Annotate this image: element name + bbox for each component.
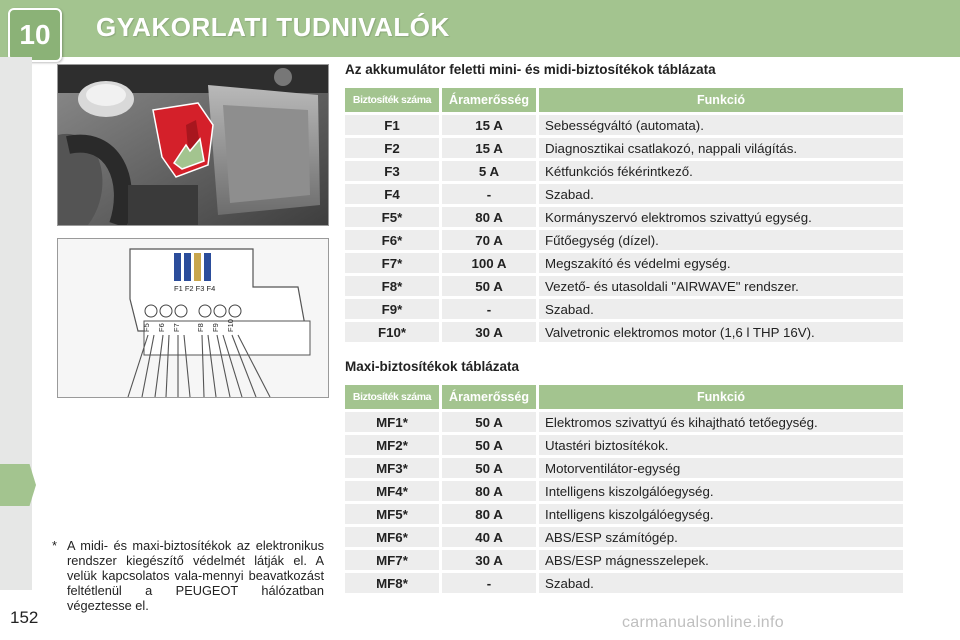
amperage-cell: - (442, 299, 539, 319)
amperage-cell: 30 A (442, 550, 539, 570)
engine-bay-illustration (58, 65, 328, 225)
fuse-number-cell: MF7* (345, 550, 442, 570)
fuse-number-cell: F2 (345, 138, 442, 158)
page-title: GYAKORLATI TUDNIVALÓK (96, 12, 450, 42)
chapter-tab-marker (0, 464, 36, 506)
fuse-number-cell: MF3* (345, 458, 442, 478)
fuse-number-cell: F1 (345, 115, 442, 135)
fuse-label-f5: F5 (142, 323, 151, 332)
function-cell: ABS/ESP mágnesszelepek. (539, 550, 903, 570)
column-header-amperage: Áramerősség (442, 88, 539, 112)
function-cell: Szabad. (539, 184, 903, 204)
fuse-number-cell: MF5* (345, 504, 442, 524)
amperage-cell: 30 A (442, 322, 539, 342)
fuse-number-cell: MF8* (345, 573, 442, 593)
fuse-number-cell: MF1* (345, 412, 442, 432)
table-row (345, 322, 903, 342)
table-row (345, 115, 903, 135)
fuse-number-cell: F4 (345, 184, 442, 204)
amperage-cell: - (442, 184, 539, 204)
maxi-table-heading: Maxi-biztosítékok táblázata (345, 359, 520, 374)
mini-fuse-table (345, 85, 903, 345)
amperage-cell: - (442, 573, 539, 593)
table-row (345, 573, 903, 593)
table-row (345, 458, 903, 478)
watermark: carmanualsonline.info (622, 614, 784, 631)
table-row (345, 550, 903, 570)
mini-table-heading: Az akkumulátor feletti mini- és midi-biztosítékok táblázata (345, 62, 716, 77)
function-cell: ABS/ESP számítógép. (539, 527, 903, 547)
table-row (345, 161, 903, 181)
function-cell: Vezető- és utasoldali "AIRWAVE" rendszer. (539, 276, 903, 296)
column-header-amperage: Áramerősség (442, 385, 539, 409)
fuse-number-cell: F10* (345, 322, 442, 342)
amperage-cell: 50 A (442, 276, 539, 296)
fuse-label-f6: F6 (157, 323, 166, 332)
column-header-fuse-number: Biztosíték száma (345, 88, 442, 112)
left-margin-strip (0, 57, 32, 590)
fuse-number-cell: MF6* (345, 527, 442, 547)
fuse-number-cell: F3 (345, 161, 442, 181)
column-header-function: Funkció (539, 88, 903, 112)
amperage-cell: 50 A (442, 458, 539, 478)
chapter-number-badge: 10 (8, 8, 62, 62)
fuse-layout-illustration (58, 239, 328, 397)
function-cell: Valvetronic elektromos motor (1,6 l THP 16V). (539, 322, 903, 342)
table-row (345, 138, 903, 158)
mini-table-body (345, 115, 903, 342)
amperage-cell: 40 A (442, 527, 539, 547)
function-cell: Intelligens kiszolgálóegység. (539, 504, 903, 524)
function-cell: Kétfunkciós fékérintkező. (539, 161, 903, 181)
amperage-cell: 15 A (442, 138, 539, 158)
amperage-cell: 80 A (442, 481, 539, 501)
fuse-label-f8: F8 (196, 323, 205, 332)
fuse-top-labels: F1 F2 F3 F4 (174, 284, 216, 293)
amperage-cell: 80 A (442, 504, 539, 524)
fuse-label-f10: F10 (226, 319, 235, 332)
amperage-cell: 15 A (442, 115, 539, 135)
fuse-number-cell: F8* (345, 276, 442, 296)
table-row (345, 412, 903, 432)
function-cell: Motorventilátor-egység (539, 458, 903, 478)
amperage-cell: 80 A (442, 207, 539, 227)
table-row (345, 230, 903, 250)
maxi-table-body (345, 412, 903, 593)
fuse-number-cell: F5* (345, 207, 442, 227)
fuse-number-cell: F9* (345, 299, 442, 319)
fuse-number-cell: MF2* (345, 435, 442, 455)
function-cell: Szabad. (539, 573, 903, 593)
fuse-label-f7: F7 (172, 323, 181, 332)
table-row (345, 253, 903, 273)
table-header-row (345, 385, 903, 409)
footnote-marker: * (52, 538, 57, 553)
maxi-fuse-table (345, 382, 903, 596)
table-row (345, 299, 903, 319)
table-row (345, 207, 903, 227)
column-header-function: Funkció (539, 385, 903, 409)
amperage-cell: 50 A (442, 435, 539, 455)
table-row (345, 527, 903, 547)
fuse-box-diagram (57, 238, 329, 398)
amperage-cell: 50 A (442, 412, 539, 432)
table-row (345, 435, 903, 455)
engine-bay-photo (57, 64, 329, 226)
amperage-cell: 5 A (442, 161, 539, 181)
fuse-label-f9: F9 (211, 323, 220, 332)
footnote (52, 538, 324, 613)
function-cell: Utastéri biztosítékok. (539, 435, 903, 455)
table-header-row (345, 88, 903, 112)
column-header-fuse-number: Biztosíték száma (345, 385, 442, 409)
footnote-text: A midi- és maxi-biztosítékok az elektronikus rendszer kiegészítő védelmét látják el. A velük kapcsolatos vala-mennyi beavatkozást feltétlenül a PEUGEOT hálózatban végeztesse el. (67, 538, 324, 613)
fuse-number-cell: F7* (345, 253, 442, 273)
table-row (345, 504, 903, 524)
function-cell: Szabad. (539, 299, 903, 319)
fuse-number-cell: F6* (345, 230, 442, 250)
table-row (345, 184, 903, 204)
table-row (345, 276, 903, 296)
page-number: 152 (10, 608, 39, 627)
function-cell: Fűtőegység (dízel). (539, 230, 903, 250)
amperage-cell: 70 A (442, 230, 539, 250)
function-cell: Diagnosztikai csatlakozó, nappali világítás. (539, 138, 903, 158)
function-cell: Kormányszervó elektromos szivattyú egység. (539, 207, 903, 227)
table-row (345, 481, 903, 501)
function-cell: Intelligens kiszolgálóegység. (539, 481, 903, 501)
function-cell: Megszakító és védelmi egység. (539, 253, 903, 273)
function-cell: Elektromos szivattyú és kihajtható tetőegység. (539, 412, 903, 432)
fuse-number-cell: MF4* (345, 481, 442, 501)
amperage-cell: 100 A (442, 253, 539, 273)
function-cell: Sebességváltó (automata). (539, 115, 903, 135)
